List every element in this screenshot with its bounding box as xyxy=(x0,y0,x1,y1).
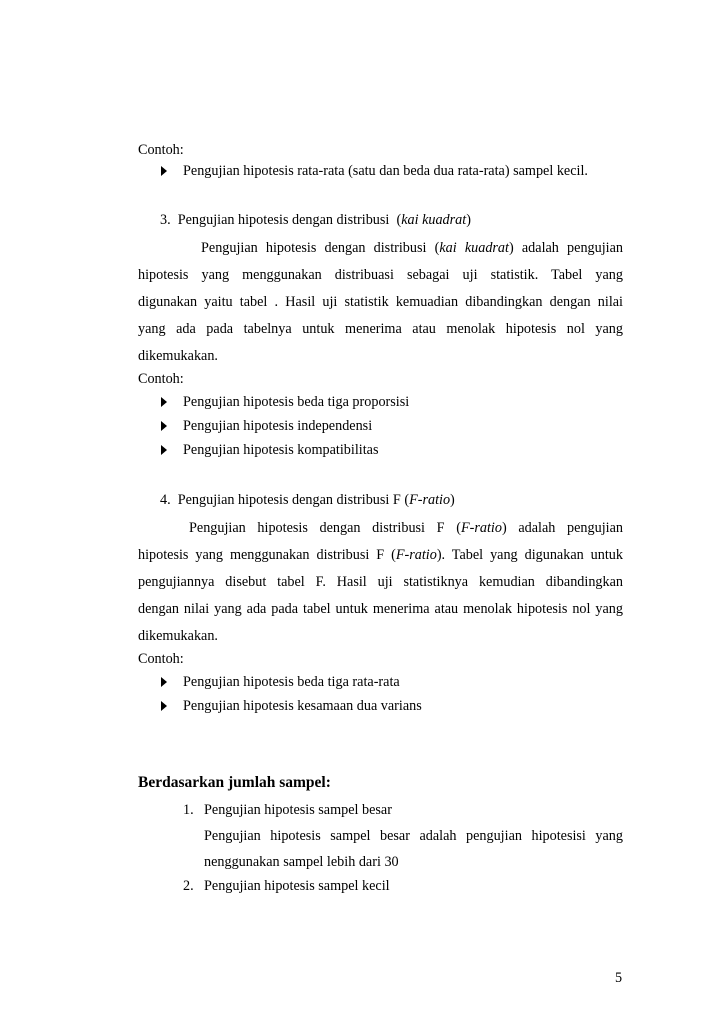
sample-section-heading: Berdasarkan jumlah sampel: xyxy=(138,774,331,791)
bullet-arrow-icon xyxy=(161,445,167,455)
list-item: Pengujian hipotesis beda tiga rata-rata xyxy=(183,674,400,690)
section3-paragraph-line1: Pengujian hipotesis dengan distribusi (kai kuadrat) adalah pengujian xyxy=(201,240,624,256)
section3-p-italic: kai kuadrat xyxy=(439,240,509,256)
section3-paragraph-line2: hipotesis yang menggunakan distribuasi sebagai uji statistik. Tabel yang xyxy=(138,267,623,283)
section4-p2-italic: F-ratio xyxy=(395,547,437,563)
section3-heading-italic: kai kuadrat xyxy=(401,212,467,228)
section4-p-intro: Pengujian hipotesis dengan distribusi F ( xyxy=(189,520,461,536)
section4-number: 4. xyxy=(160,492,171,508)
section3-heading-text: Pengujian hipotesis dengan distribusi xyxy=(177,212,390,228)
section3-number: 3. xyxy=(160,212,171,228)
section4-p2-a: hipotesis yang menggunakan distribusi F ( xyxy=(138,547,396,563)
section4-heading-italic: F-ratio xyxy=(409,492,451,508)
section4-heading xyxy=(160,491,455,509)
section4-paragraph-line3: pengujiannya disebut tabel F. Hasil uji statistiknya kemudian dibandingkan xyxy=(138,574,623,590)
bullet-arrow-icon xyxy=(161,397,167,407)
bullet-arrow-icon xyxy=(161,166,167,176)
section4-paragraph-line2 xyxy=(138,546,623,564)
list-item: Pengujian hipotesis beda tiga proporsisi xyxy=(183,394,410,410)
page-number: 5 xyxy=(615,970,623,986)
sample-item1-number: 1. xyxy=(183,802,194,818)
section4-p2-b: ). Tabel yang digunakan untuk xyxy=(436,547,623,563)
section4-paragraph-line1 xyxy=(189,519,623,537)
contoh-label-1: Contoh: xyxy=(138,142,184,158)
section3-heading: 3. Pengujian hipotesis dengan distribusi (kai kuadrat) xyxy=(160,212,471,228)
sample-item1-title: Pengujian hipotesis sampel besar xyxy=(204,802,392,818)
section3-paragraph-line5: dikemukakan. xyxy=(138,348,218,364)
section3-paragraph-line4: yang ada pada tabelnya untuk menerima atau menolak hipotesis nol yang xyxy=(138,321,623,337)
list-item: Pengujian hipotesis kompatibilitas xyxy=(183,442,379,458)
section4-paragraph-line5: dikemukakan. xyxy=(138,628,218,644)
bullet-arrow-icon xyxy=(161,677,167,687)
bullet-arrow-icon xyxy=(161,421,167,431)
bullet-arrow-icon xyxy=(161,701,167,711)
list-item: Pengujian hipotesis independensi xyxy=(183,418,373,434)
sample-item2-number: 2. xyxy=(183,878,194,894)
section4-heading-close: ) xyxy=(450,492,455,508)
section4-p-italic: F-ratio xyxy=(460,520,502,536)
sample-item2-title: Pengujian hipotesis sampel kecil xyxy=(204,878,390,894)
prev-bullet-item: Pengujian hipotesis rata-rata (satu dan beda dua rata-rata) sampel kecil. xyxy=(183,163,588,179)
section4-heading-text: Pengujian hipotesis dengan distribusi F ( xyxy=(177,492,410,508)
section3-p-intro: Pengujian hipotesis dengan distribusi xyxy=(201,240,427,256)
list-item: Pengujian hipotesis kesamaan dua varians xyxy=(183,698,422,714)
section4-paragraph-line4: dengan nilai yang ada pada tabel untuk menerima atau menolak hipotesis nol yang xyxy=(138,601,623,617)
contoh-label-3: Contoh: xyxy=(138,651,184,667)
sample-item1-desc-line1: Pengujian hipotesis sampel besar adalah pengujian hipotesisi yang xyxy=(204,828,623,844)
section3-p-rest: adalah pengujian xyxy=(521,240,624,256)
section4-p-rest: ) adalah pengujian xyxy=(501,520,623,536)
section3-paragraph-line3: digunakan yaitu tabel . Hasil uji statistik kemuadian dibandingkan dengan nilai xyxy=(138,294,623,310)
contoh-label-2: Contoh: xyxy=(138,371,184,387)
sample-item1-desc-line2: nenggunakan sampel lebih dari 30 xyxy=(204,854,399,870)
